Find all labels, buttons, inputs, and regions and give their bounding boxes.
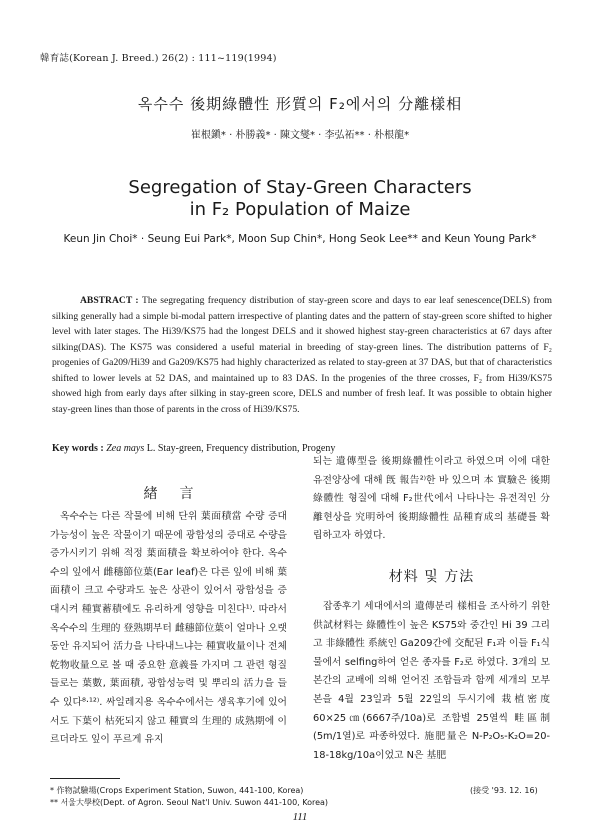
- methods-text: [313, 598, 550, 765]
- english-title-line-1: Segregation of Stay-Green Characters: [128, 177, 472, 198]
- footnote-2: ** 서울大學校(Dept. of Agron. Seoul Nat'l Univ. Suwon 441-100, Korea): [50, 798, 329, 807]
- english-authors: Keun Jin Choi* · Seung Eui Park*, Moon Sup Chin*, Hong Seok Lee** and Keun Young Park*: [63, 233, 537, 245]
- abstract-label: ABSTRACT: [80, 295, 133, 306]
- abstract: ABSTRACT : The segregating frequency distribution of stay-green score and days to ear leaf senescence(DELS) from silking generally had a simple bi-modal pattern irrespective of planting dates and the pattern of stay-green score shifted to higher level with later stages. The Hi39/KS75 had the longest DELS and it showed highest stay-green characteristics at 67 days after silking(DAS). The KS75 was considered a useful material in breeding of stay-green lines. The distribution patterns of F₂ progenies of Ga209/Hi39 and Ga209/KS75 had highly characterized as related to stay-green at 37 DAS, but that of characteristics shifted to lower levels at 52 DAS, and maintained up to 83 DAS. In the progenies of the three crosses, F₂ from Hi39/KS75 showed high from early days after silking in stay-green score, DELS and number of fresh leaf. It was possible to obtain higher stay-green lines than those of parents in the cross of Hi39/KS75.: [52, 295, 552, 415]
- introduction-paragraph: 옥수수는 다른 작물에 비해 단위 葉面積當 수량 증대 가능성이 높은 작물이기 때문에 광합성의 증대로 수량을 증가시키기 위해 적정 葉面積을 확보하여야 한다. 옥수수의 잎에서 雌穗節位葉(Ear leaf)은 다른 잎에 비해 葉面積이 크고 수량과도 높은 상관이 있어서 광합성을 증대시켜 種實蓄積에도 유리하게 영향을 미친다¹⁾. 따라서 옥수수의 生理的 登熟期부터 雌穗節位葉이 얼마나 오랫동안 유지되어 活力을 나타내느냐는 種實收量이나 전체 乾物收量으로 볼 때 중요한 意義를 가지며 그 관련 형질들로는 葉數, 葉面積, 광합성능력 및 뿌리의 活力을 들 수 있다⁸·¹²⁾. 싸일레지용 옥수수에서는 생육후기에 있어서도 下葉이 枯死되지 않고 種實의 生理的 成熟期에 이르더라도 잎이 푸르게 유지: [50, 511, 287, 746]
- page-number: 111: [292, 811, 308, 823]
- korean-authors: 崔根鎭* · 朴勝義* · 陳文燮* · 李弘祏** · 朴根龍*: [190, 130, 410, 141]
- received-date: (接受 '93. 12. 16): [470, 786, 538, 795]
- keywords: Key words : Zea mays L. Stay-green, Frequency distribution, Progeny: [52, 443, 336, 454]
- korean-title: 옥수수 後期綠體性 形質의 F₂에서의 分離樣相: [137, 95, 463, 113]
- journal-citation: 韓育誌(Korean J. Breed.) 26(2) : 111~119(1994): [40, 53, 277, 64]
- introduction-heading: 緖言: [143, 486, 216, 502]
- methods-paragraph: 잡종후기 세대에서의 遺傳분리 樣相을 조사하기 위한 供試材料는 綠體性이 높은 KS75와 중간인 Hi 39 그리고 非綠體性 系統인 Ga209간에 交配된 F₁과 이들 F₁식물에서 selfing하여 얻은 종자를 F₂로 하였다. 3개의 모본간의 교배에 의해 얻어진 조합들과 함께 세개의 모부본을 4월 23일과 5월 22일의 두시기에 栽植密度 60×25㎝(6667주/10a)로 조합별 25열씩 畦區制(5m/1열)로 파종하였다. 施肥量은 N-P₂O₅-K₂O=20-18-18kg/10a이었고 N은 基肥: [313, 601, 550, 761]
- footnote-divider: [50, 778, 120, 779]
- right-column-continuation: 되는 遺傳型을 後期綠體性이라고 하였으며 이에 대한 유전양상에 대해 旣 報告²⁾한 바 있으며 本 實驗은 後期綠體性 형질에 대해 F₂世代에서 나타나는 유전적인 分離현상을 究明하여 後期綠體性 品種育成의 基礎를 확립하고자 하였다.: [313, 456, 550, 542]
- methods-heading: 材料 및 方法: [388, 569, 475, 585]
- keywords-label: Key words: [52, 443, 98, 454]
- introduction-text: [50, 508, 287, 750]
- english-title: [0, 177, 600, 221]
- keywords-species: Zea mays: [106, 443, 145, 454]
- abstract-text: The segregating frequency distribution of stay-green score and days to ear leaf senescence(DELS) from silking generally had a simple bi-modal pattern irrespective of planting dates and the pattern of stay-green score shifted to higher level with later stages. The Hi39/KS75 had the longest DELS and it showed highest stay-green characteristics at 67 days after silking(DAS). The KS75 was considered a useful material in breeding of stay-green lines. The distribution patterns of F₂ progenies of Ga209/Hi39 and Ga209/KS75 had highly characterized as related to stay-green at 37 DAS, but that of characteristics shifted to lower levels at 52 DAS, and maintained up to 83 DAS. In the progenies of the three crosses, F₂ from Hi39/KS75 showed high from early days after silking in stay-green score, DELS and number of fresh leaf. It was possible to obtain higher stay-green lines than those of parents in the cross of Hi39/KS75.: [52, 295, 552, 415]
- footnote-1: * 作物試驗場(Crops Experiment Station, Suwon, 441-100, Korea): [50, 786, 304, 795]
- english-title-line-2: in F₂ Population of Maize: [189, 199, 411, 220]
- keywords-list: L. Stay-green, Frequency distribution, Progeny: [146, 443, 336, 454]
